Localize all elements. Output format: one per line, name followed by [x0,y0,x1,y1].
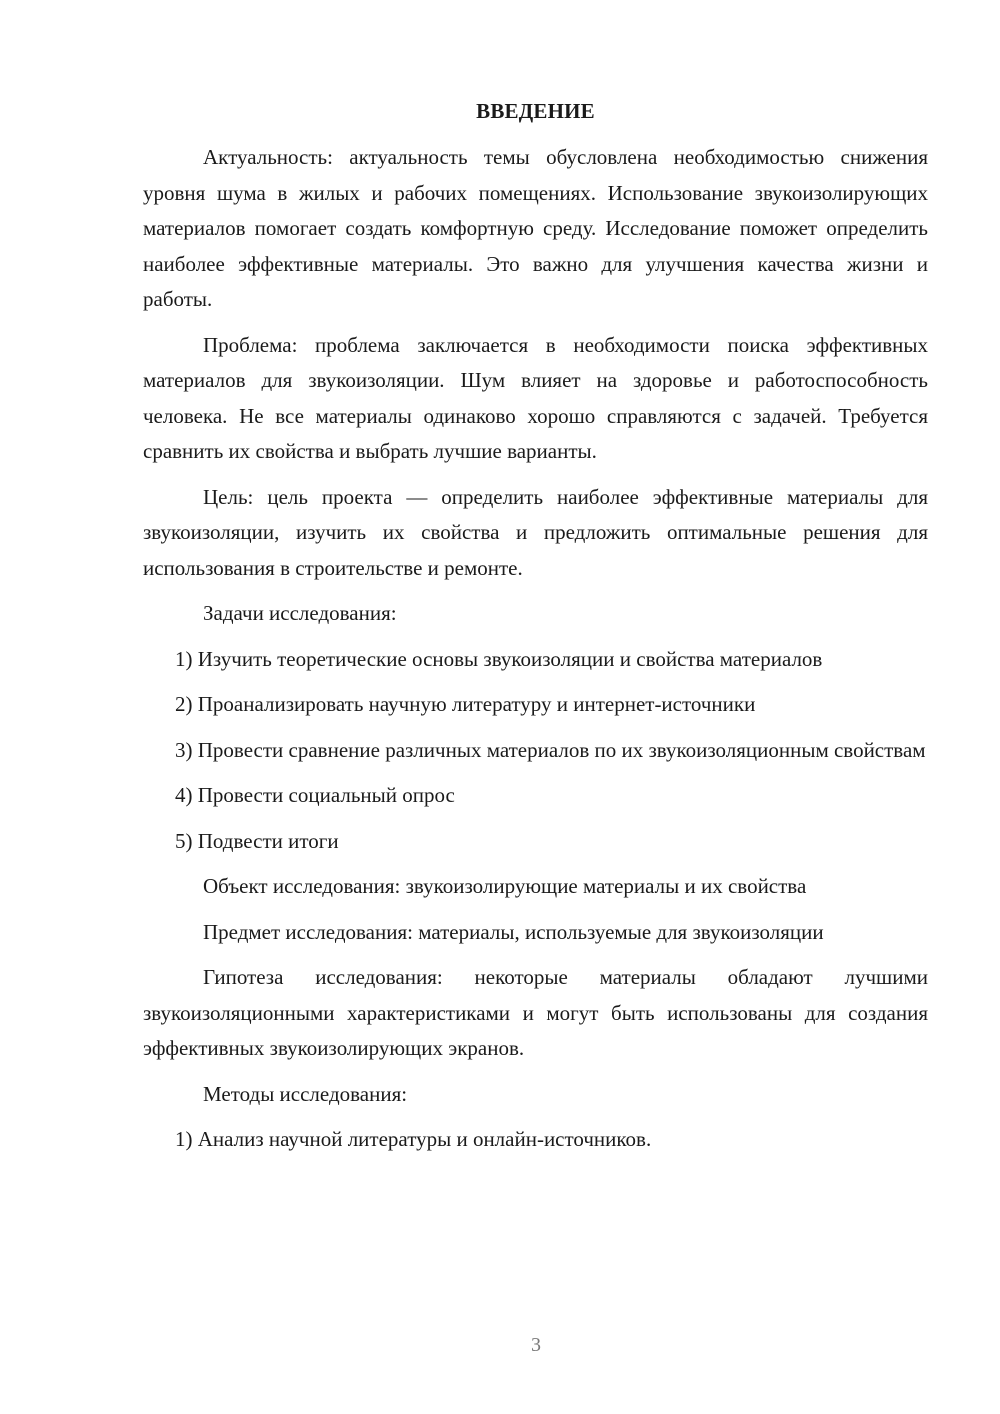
hypothesis-paragraph: Гипотеза исследования: некоторые материалы обладают лучшими звукоизоляционными характеристиками и могут быть использованы для создания эффективных звукоизолирующих экранов. [143,965,928,1060]
subject-paragraph: Предмет исследования: материалы, используемые для звукоизоляции [203,919,824,944]
page-content [143,96,928,1168]
method-item-1: 1) Анализ научной литературы и онлайн-источников. [175,1127,652,1151]
task-item-2: 2) Проанализировать научную литературу и интернет-источники [175,692,756,716]
section-title: ВВЕДЕНИЕ [476,99,595,123]
goal-paragraph: Цель: цель проекта — определить наиболее эффективные материалы для звукоизоляции, изучить их свойства и предложить оптимальные решения для использования в строительстве и ремонте. [143,484,928,580]
page-number: 3 [531,1334,541,1356]
task-item-5: 5) Подвести итоги [175,828,339,853]
problem-paragraph: Проблема: проблема заключается в необходимости поиска эффективных материалов для звукоизоляции. Шум влияет на здоровье и работоспособность человека. Не все материалы одинаково хорошо справляются с задачей. Требуется сравнить их свойства и выбрать лучшие варианты. [143,332,928,463]
task-item-1: 1) Изучить теоретические основы звукоизоляции и свойства материалов [175,646,823,671]
methods-heading: Методы исследования: [203,1081,408,1106]
relevance-paragraph: Актуальность: актуальность темы обусловлена необходимостью снижения уровня шума в жилых и рабочих помещениях. Использование звукоизолирующих материалов помогает создать комфортную среду. Исследование поможет определить наиболее эффективные материалы. Это важно для улучшения качества жизни и работы. [143,145,928,311]
object-paragraph: Объект исследования: звукоизолирующие материалы и их свойства [203,874,807,898]
task-item-4: 4) Провести социальный опрос [175,783,455,807]
tasks-heading: Задачи исследования: [203,601,397,625]
task-item-3: 3) Провести сравнение различных материалов по их звукоизоляционным свойствам [175,737,926,762]
